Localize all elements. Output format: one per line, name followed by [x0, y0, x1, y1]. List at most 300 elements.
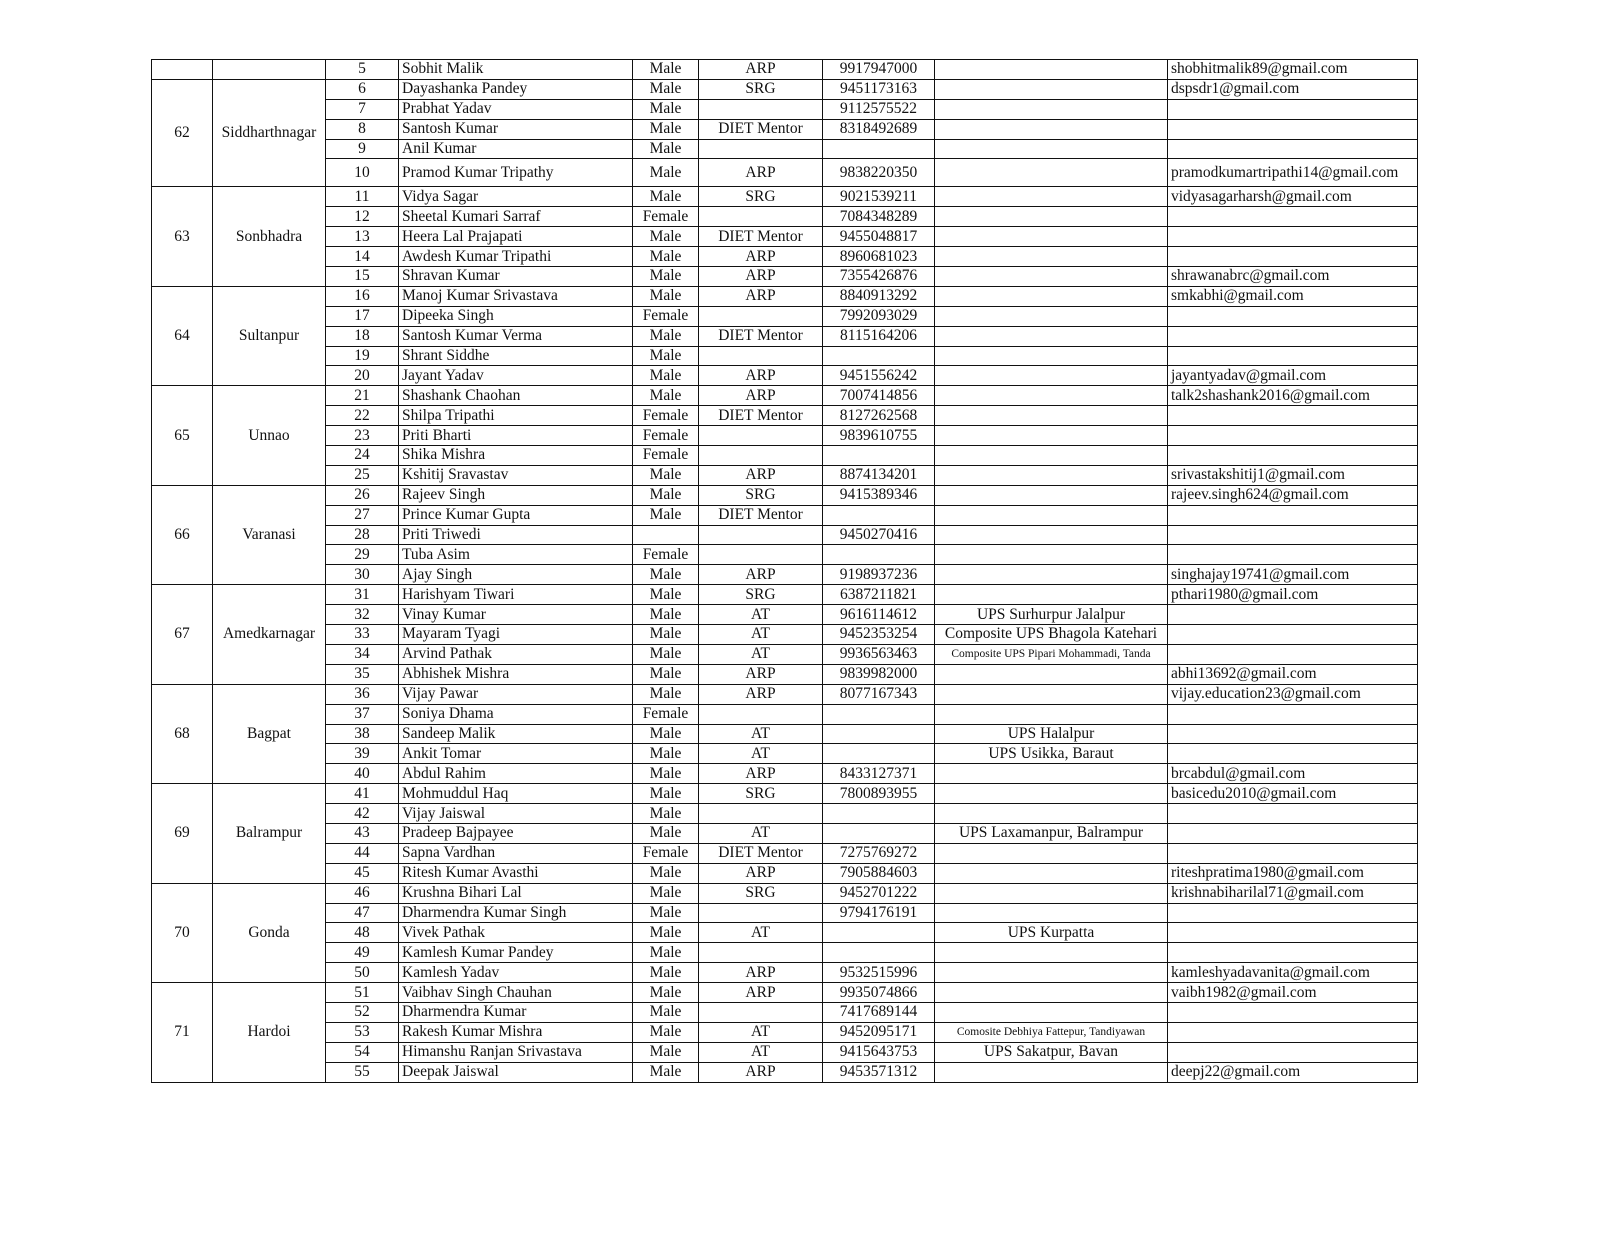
participant-name-cell: Prabhat Yadav: [399, 99, 633, 119]
email-cell: [1168, 207, 1418, 227]
serial-number-cell: 22: [326, 406, 399, 426]
phone-number-cell: [823, 744, 935, 764]
gender-cell: Male: [633, 923, 699, 943]
serial-number-cell: 48: [326, 923, 399, 943]
email-cell: [1168, 406, 1418, 426]
serial-number-cell: 25: [326, 465, 399, 485]
participant-name-cell: Shashank Chaohan: [399, 386, 633, 406]
table-row: [152, 1022, 1418, 1042]
email-cell: riteshpratima1980@gmail.com: [1168, 863, 1418, 883]
role-cell: ARP: [699, 1062, 823, 1082]
participant-name-cell: Sheetal Kumari Sarraf: [399, 207, 633, 227]
school-cell: [935, 247, 1168, 267]
participant-name-cell: Shilpa Tripathi: [399, 406, 633, 426]
table-row: [152, 465, 1418, 485]
serial-number-cell: 50: [326, 963, 399, 983]
role-cell: [699, 207, 823, 227]
phone-number-cell: [823, 804, 935, 824]
table-body: [152, 60, 1418, 1083]
serial-number-cell: 55: [326, 1062, 399, 1082]
phone-number-cell: 9450270416: [823, 525, 935, 545]
gender-cell: Male: [633, 326, 699, 346]
email-cell: [1168, 346, 1418, 366]
serial-number-cell: 19: [326, 346, 399, 366]
phone-number-cell: 8115164206: [823, 326, 935, 346]
email-cell: vaibh1982@gmail.com: [1168, 983, 1418, 1003]
phone-number-cell: 7417689144: [823, 1002, 935, 1022]
table-row: [152, 159, 1418, 187]
role-cell: SRG: [699, 79, 823, 99]
table-row: [152, 585, 1418, 605]
role-cell: [699, 545, 823, 565]
gender-cell: Female: [633, 843, 699, 863]
participant-name-cell: Abdul Rahim: [399, 764, 633, 784]
serial-number-cell: 36: [326, 684, 399, 704]
district-number: 65: [152, 386, 213, 485]
district-number: 71: [152, 983, 213, 1082]
participant-name-cell: Awdesh Kumar Tripathi: [399, 247, 633, 267]
serial-number-cell: 13: [326, 227, 399, 247]
table-row: [152, 903, 1418, 923]
school-cell: Composite UPS Bhagola Katehari: [935, 625, 1168, 645]
serial-number-cell: 35: [326, 664, 399, 684]
table-row: [152, 346, 1418, 366]
role-cell: ARP: [699, 366, 823, 386]
phone-number-cell: [823, 704, 935, 724]
phone-number-cell: [823, 446, 935, 466]
gender-cell: Female: [633, 426, 699, 446]
gender-cell: Female: [633, 545, 699, 565]
serial-number-cell: 54: [326, 1042, 399, 1062]
gender-cell: Male: [633, 664, 699, 684]
participant-name-cell: Deepak Jaiswal: [399, 1062, 633, 1082]
email-cell: srivastakshitij1@gmail.com: [1168, 465, 1418, 485]
school-cell: [935, 386, 1168, 406]
phone-number-cell: 9198937236: [823, 565, 935, 585]
table-row: [152, 386, 1418, 406]
table-row: [152, 863, 1418, 883]
participant-name-cell: Rakesh Kumar Mishra: [399, 1022, 633, 1042]
gender-cell: [633, 525, 699, 545]
school-cell: [935, 139, 1168, 159]
participant-name-cell: Himanshu Ranjan Srivastava: [399, 1042, 633, 1062]
serial-number-cell: 44: [326, 843, 399, 863]
serial-number-cell: 42: [326, 804, 399, 824]
email-cell: singhajay19741@gmail.com: [1168, 565, 1418, 585]
participant-name-cell: Soniya Dhama: [399, 704, 633, 724]
email-cell: talk2shashank2016@gmail.com: [1168, 386, 1418, 406]
role-cell: AT: [699, 644, 823, 664]
school-cell: [935, 207, 1168, 227]
serial-number-cell: 9: [326, 139, 399, 159]
participant-name-cell: Dharmendra Kumar Singh: [399, 903, 633, 923]
email-cell: [1168, 923, 1418, 943]
role-cell: AT: [699, 923, 823, 943]
school-cell: [935, 963, 1168, 983]
email-cell: [1168, 545, 1418, 565]
role-cell: [699, 704, 823, 724]
gender-cell: Male: [633, 227, 699, 247]
district-name: [213, 60, 326, 80]
participant-name-cell: Dharmendra Kumar: [399, 1002, 633, 1022]
participant-name-cell: Harishyam Tiwari: [399, 585, 633, 605]
school-cell: [935, 585, 1168, 605]
email-cell: [1168, 306, 1418, 326]
district-number: 63: [152, 187, 213, 286]
gender-cell: Male: [633, 119, 699, 139]
school-cell: [935, 764, 1168, 784]
participant-name-cell: Mayaram Tyagi: [399, 625, 633, 645]
participant-name-cell: Vijay Pawar: [399, 684, 633, 704]
role-cell: ARP: [699, 267, 823, 287]
role-cell: DIET Mentor: [699, 227, 823, 247]
role-cell: DIET Mentor: [699, 843, 823, 863]
participant-name-cell: Jayant Yadav: [399, 366, 633, 386]
serial-number-cell: 12: [326, 207, 399, 227]
gender-cell: Male: [633, 79, 699, 99]
email-cell: smkabhi@gmail.com: [1168, 286, 1418, 306]
phone-number-cell: [823, 823, 935, 843]
serial-number-cell: 43: [326, 823, 399, 843]
email-cell: [1168, 823, 1418, 843]
table-row: [152, 485, 1418, 505]
table-row: [152, 207, 1418, 227]
school-cell: [935, 119, 1168, 139]
phone-number-cell: 9452353254: [823, 625, 935, 645]
email-cell: [1168, 903, 1418, 923]
table-row: [152, 625, 1418, 645]
gender-cell: Male: [633, 585, 699, 605]
table-row: [152, 227, 1418, 247]
table-row: [152, 963, 1418, 983]
participant-name-cell: Pradeep Bajpayee: [399, 823, 633, 843]
school-cell: [935, 446, 1168, 466]
role-cell: SRG: [699, 585, 823, 605]
school-cell: [935, 346, 1168, 366]
table-row: [152, 247, 1418, 267]
gender-cell: Male: [633, 804, 699, 824]
school-cell: [935, 525, 1168, 545]
role-cell: ARP: [699, 764, 823, 784]
gender-cell: Female: [633, 306, 699, 326]
phone-number-cell: 7275769272: [823, 843, 935, 863]
participant-name-cell: Santosh Kumar Verma: [399, 326, 633, 346]
table-row: [152, 724, 1418, 744]
table-row: [152, 923, 1418, 943]
school-cell: [935, 664, 1168, 684]
phone-number-cell: 8127262568: [823, 406, 935, 426]
school-cell: Composite UPS Pipari Mohammadi, Tanda: [935, 644, 1168, 664]
participant-name-cell: Prince Kumar Gupta: [399, 505, 633, 525]
role-cell: [699, 426, 823, 446]
school-cell: [935, 704, 1168, 724]
school-cell: [935, 159, 1168, 187]
phone-number-cell: 9917947000: [823, 60, 935, 80]
table-row: [152, 446, 1418, 466]
participant-name-cell: Abhishek Mishra: [399, 664, 633, 684]
gender-cell: Male: [633, 605, 699, 625]
table-row: [152, 306, 1418, 326]
phone-number-cell: 9021539211: [823, 187, 935, 207]
table-row: [152, 644, 1418, 664]
email-cell: dspsdr1@gmail.com: [1168, 79, 1418, 99]
email-cell: krishnabiharilal71@gmail.com: [1168, 883, 1418, 903]
phone-number-cell: 8077167343: [823, 684, 935, 704]
school-cell: [935, 406, 1168, 426]
serial-number-cell: 14: [326, 247, 399, 267]
email-cell: [1168, 843, 1418, 863]
phone-number-cell: 9112575522: [823, 99, 935, 119]
gender-cell: Male: [633, 963, 699, 983]
email-cell: [1168, 1022, 1418, 1042]
participant-name-cell: Vidya Sagar: [399, 187, 633, 207]
school-cell: [935, 227, 1168, 247]
participant-name-cell: Tuba Asim: [399, 545, 633, 565]
table-row: [152, 664, 1418, 684]
phone-number-cell: [823, 724, 935, 744]
table-row: [152, 366, 1418, 386]
serial-number-cell: 16: [326, 286, 399, 306]
participant-name-cell: Pramod Kumar Tripathy: [399, 159, 633, 187]
table-row: [152, 804, 1418, 824]
phone-number-cell: 9839982000: [823, 664, 935, 684]
school-cell: [935, 804, 1168, 824]
participant-name-cell: Santosh Kumar: [399, 119, 633, 139]
school-cell: [935, 684, 1168, 704]
serial-number-cell: 32: [326, 605, 399, 625]
school-cell: UPS Kurpatta: [935, 923, 1168, 943]
phone-number-cell: 8433127371: [823, 764, 935, 784]
participant-name-cell: Kshitij Sravastav: [399, 465, 633, 485]
school-cell: [935, 267, 1168, 287]
serial-number-cell: 6: [326, 79, 399, 99]
role-cell: [699, 943, 823, 963]
participant-name-cell: Dayashanka Pandey: [399, 79, 633, 99]
email-cell: jayantyadav@gmail.com: [1168, 366, 1418, 386]
email-cell: [1168, 1002, 1418, 1022]
school-cell: [935, 1062, 1168, 1082]
role-cell: ARP: [699, 664, 823, 684]
email-cell: [1168, 326, 1418, 346]
gender-cell: Female: [633, 704, 699, 724]
phone-number-cell: 9532515996: [823, 963, 935, 983]
serial-number-cell: 39: [326, 744, 399, 764]
phone-number-cell: [823, 545, 935, 565]
role-cell: ARP: [699, 565, 823, 585]
role-cell: SRG: [699, 883, 823, 903]
role-cell: AT: [699, 625, 823, 645]
role-cell: DIET Mentor: [699, 505, 823, 525]
participant-name-cell: Shravan Kumar: [399, 267, 633, 287]
gender-cell: Female: [633, 446, 699, 466]
participant-name-cell: Priti Triwedi: [399, 525, 633, 545]
serial-number-cell: 10: [326, 159, 399, 187]
serial-number-cell: 40: [326, 764, 399, 784]
table-row: [152, 823, 1418, 843]
phone-number-cell: 9455048817: [823, 227, 935, 247]
role-cell: ARP: [699, 247, 823, 267]
school-cell: [935, 60, 1168, 80]
participant-name-cell: Priti Bharti: [399, 426, 633, 446]
gender-cell: Male: [633, 625, 699, 645]
serial-number-cell: 53: [326, 1022, 399, 1042]
participants-table: [151, 59, 1418, 1083]
gender-cell: Male: [633, 1002, 699, 1022]
table-row: [152, 60, 1418, 80]
email-cell: [1168, 744, 1418, 764]
email-cell: [1168, 724, 1418, 744]
gender-cell: Male: [633, 1062, 699, 1082]
email-cell: rajeev.singh624@gmail.com: [1168, 485, 1418, 505]
participant-name-cell: Ankit Tomar: [399, 744, 633, 764]
gender-cell: Female: [633, 406, 699, 426]
district-number: 69: [152, 784, 213, 883]
school-cell: [935, 366, 1168, 386]
participant-name-cell: Sapna Vardhan: [399, 843, 633, 863]
table-row: [152, 406, 1418, 426]
gender-cell: Male: [633, 565, 699, 585]
school-cell: Comosite Debhiya Fattepur, Tandiyawan: [935, 1022, 1168, 1042]
phone-number-cell: 9451173163: [823, 79, 935, 99]
participant-name-cell: Shrant Siddhe: [399, 346, 633, 366]
phone-number-cell: 7992093029: [823, 306, 935, 326]
gender-cell: Male: [633, 139, 699, 159]
district-number: 67: [152, 585, 213, 684]
phone-number-cell: 9838220350: [823, 159, 935, 187]
participant-name-cell: Ritesh Kumar Avasthi: [399, 863, 633, 883]
serial-number-cell: 8: [326, 119, 399, 139]
table-row: [152, 684, 1418, 704]
participant-name-cell: Sobhit Malik: [399, 60, 633, 80]
serial-number-cell: 45: [326, 863, 399, 883]
role-cell: DIET Mentor: [699, 326, 823, 346]
district-number: 66: [152, 485, 213, 584]
school-cell: [935, 99, 1168, 119]
gender-cell: Male: [633, 744, 699, 764]
email-cell: [1168, 605, 1418, 625]
school-cell: [935, 943, 1168, 963]
email-cell: [1168, 1042, 1418, 1062]
phone-number-cell: 8318492689: [823, 119, 935, 139]
participant-name-cell: Anil Kumar: [399, 139, 633, 159]
role-cell: AT: [699, 1042, 823, 1062]
table-row: [152, 565, 1418, 585]
participant-name-cell: Arvind Pathak: [399, 644, 633, 664]
email-cell: pthari1980@gmail.com: [1168, 585, 1418, 605]
email-cell: brcabdul@gmail.com: [1168, 764, 1418, 784]
role-cell: ARP: [699, 465, 823, 485]
phone-number-cell: 9415643753: [823, 1042, 935, 1062]
email-cell: [1168, 644, 1418, 664]
phone-number-cell: [823, 346, 935, 366]
participant-name-cell: Manoj Kumar Srivastava: [399, 286, 633, 306]
role-cell: SRG: [699, 784, 823, 804]
gender-cell: Female: [633, 207, 699, 227]
role-cell: [699, 99, 823, 119]
role-cell: DIET Mentor: [699, 119, 823, 139]
role-cell: [699, 306, 823, 326]
district-number: 70: [152, 883, 213, 982]
district-number: 64: [152, 286, 213, 385]
participant-name-cell: Krushna Bihari Lal: [399, 883, 633, 903]
phone-number-cell: [823, 139, 935, 159]
gender-cell: Male: [633, 903, 699, 923]
serial-number-cell: 17: [326, 306, 399, 326]
serial-number-cell: 34: [326, 644, 399, 664]
table-row: [152, 943, 1418, 963]
gender-cell: Male: [633, 505, 699, 525]
school-cell: [935, 784, 1168, 804]
school-cell: UPS Usikka, Baraut: [935, 744, 1168, 764]
serial-number-cell: 23: [326, 426, 399, 446]
gender-cell: Male: [633, 1022, 699, 1042]
district-name: Balrampur: [213, 784, 326, 883]
school-cell: [935, 505, 1168, 525]
district-name: Sultanpur: [213, 286, 326, 385]
table-row: [152, 843, 1418, 863]
phone-number-cell: 7355426876: [823, 267, 935, 287]
gender-cell: Male: [633, 286, 699, 306]
gender-cell: Male: [633, 1042, 699, 1062]
school-cell: [935, 79, 1168, 99]
gender-cell: Male: [633, 386, 699, 406]
district-number: 62: [152, 79, 213, 187]
serial-number-cell: 11: [326, 187, 399, 207]
email-cell: shobhitmalik89@gmail.com: [1168, 60, 1418, 80]
serial-number-cell: 46: [326, 883, 399, 903]
gender-cell: Male: [633, 983, 699, 1003]
email-cell: [1168, 99, 1418, 119]
gender-cell: Male: [633, 465, 699, 485]
table-row: [152, 326, 1418, 346]
participant-name-cell: Heera Lal Prajapati: [399, 227, 633, 247]
participant-name-cell: Kamlesh Yadav: [399, 963, 633, 983]
role-cell: ARP: [699, 863, 823, 883]
role-cell: ARP: [699, 60, 823, 80]
school-cell: [935, 1002, 1168, 1022]
table-row: [152, 426, 1418, 446]
phone-number-cell: 9452701222: [823, 883, 935, 903]
serial-number-cell: 18: [326, 326, 399, 346]
school-cell: [935, 286, 1168, 306]
gender-cell: Male: [633, 99, 699, 119]
table-row: [152, 983, 1418, 1003]
phone-number-cell: 9415389346: [823, 485, 935, 505]
school-cell: [935, 903, 1168, 923]
role-cell: [699, 346, 823, 366]
table-row: [152, 525, 1418, 545]
district-name: Unnao: [213, 386, 326, 485]
phone-number-cell: [823, 505, 935, 525]
serial-number-cell: 31: [326, 585, 399, 605]
district-name: Hardoi: [213, 983, 326, 1082]
role-cell: AT: [699, 823, 823, 843]
serial-number-cell: 51: [326, 983, 399, 1003]
email-cell: [1168, 525, 1418, 545]
gender-cell: Male: [633, 159, 699, 187]
gender-cell: Male: [633, 863, 699, 883]
role-cell: AT: [699, 724, 823, 744]
phone-number-cell: 9616114612: [823, 605, 935, 625]
serial-number-cell: 38: [326, 724, 399, 744]
serial-number-cell: 29: [326, 545, 399, 565]
table-row: [152, 505, 1418, 525]
email-cell: vidyasagarharsh@gmail.com: [1168, 187, 1418, 207]
table-row: [152, 744, 1418, 764]
gender-cell: Male: [633, 684, 699, 704]
email-cell: [1168, 505, 1418, 525]
gender-cell: Male: [633, 267, 699, 287]
